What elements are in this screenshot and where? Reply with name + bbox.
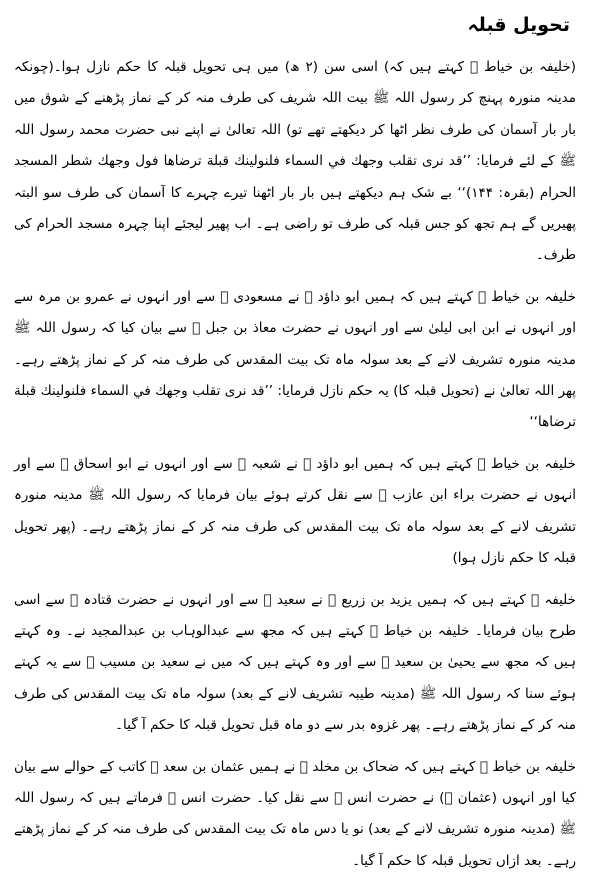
- document-page: [14, 10, 576, 887]
- paragraph-2: خلیفہ بن خیاط ﷫ کہتے ہیں کہ ہمیں ابو داؤد ﷫ نے مسعودی ﷫ سے اور انہوں نے عمرو بن مرہ سے اور انہوں نے ابن ابی لیلیٰ سے اور انہوں نے حضرت معاذ بن جبل ﷜ سے بیان کیا کہ رسول اللہ ﷺ مدینہ منورہ تشریف لانے کے بعد سولہ ماہ تک بیت المقدس کی طرف منہ کر کے نماز پڑھتے رہے۔ پھر اللہ تعالیٰ نے (تحویل قبلہ کا) یہ حکم نازل فرمایا: ’’قد نرى تقلب وجهك في السماء فلنولينك قبلة ترضاها‘‘: [14, 288, 576, 431]
- paragraph-5: خلیفہ بن خیاط ﷫ کہتے ہیں کہ ضحاک بن مخلد ﷫ نے ہمیں عثمان بن سعد ﷫ کاتب کے حوالے سے بیان کیا اور انہوں (عثمان ﷫) نے حضرت انس ﷜ سے نقل کیا۔ حضرت انس ﷜ فرماتے ہیں کہ رسول اللہ ﷺ (مدینہ منورہ تشریف لانے کے بعد) نو یا دس ماہ تک بیت المقدس کی طرف منہ کر کے نماز پڑھتے رہے۔ بعد ازاں تحویل قبلہ کا حکم آ گیا۔: [14, 758, 576, 869]
- page-title: تحویل قبلہ: [467, 14, 570, 36]
- paragraph-1: (خلیفہ بن خیاط ﷫ کہتے ہیں کہ) اسی سن (۲ ھ) میں ہی تحویل قبلہ کا حکم نازل ہوا۔(چونکہ مدینہ منورہ پہنچ کر رسول اللہ ﷺ بیت اللہ شریف کی طرف منہ کر کے نماز پڑھنے کے شوق میں بار بار آسمان کی طرف نظر اٹھا کر دیکھتے تھے تو) اللہ تعالیٰ نے اپنے نبی حضرت محمد رسول اللہ ﷺ کے لئے فرمایا: ’’قد نرى تقلب وجهك في السماء فلنولينك قبلة ترضاها فول وجهك شطر المسجد الحرام (بقرہ: ۱۴۴)‘‘ بے شک ہم دیکھتے ہیں بار بار اٹھنا تیرے چہرے کا آسمان کی طرف سو البتہ پھیریں گے ہم تجھ کو جس قبلہ کی طرف تو راضی ہے۔ اب پھیر لیجئے اپنا چہرہ مسجد الحرام کی طرف۔: [14, 59, 577, 264]
- paragraph-4: خلیفہ ﷫ کہتے ہیں کہ ہمیں یزید بن زریع ﷫ نے سعید ﷫ سے اور انہوں نے حضرت قتادہ ﷫ سے اسی طرح بیان فرمایا۔ خلیفہ بن خیاط ﷫ کہتے ہیں کہ مجھ سے عبدالوہاب بن عبدالمجید نے۔ وہ کہتے ہیں کہ مجھ سے یحییٰ بن سعید ﷫ سے اور وہ کہتے ہیں کہ میں نے سعید بن مسیب ﷫ سے یہ کہتے ہوئے سنا کہ رسول اللہ ﷺ (مدینہ طیبہ تشریف لانے کے بعد) سولہ ماہ تک بیت المقدس کی طرف منہ کر کے نماز پڑھتے رہے۔ پھر غزوہ بدر سے دو ماہ قبل تحویل قبلہ کا حکم آ گیا۔: [14, 591, 576, 734]
- paragraph-3: خلیفہ بن خیاط ﷫ کہتے ہیں کہ ہمیں ابو داؤد ﷫ نے شعبہ ﷫ سے اور انہوں نے ابو اسحاق ﷫ سے اور انہوں نے حضرت براء ابن عازب ﷜ سے نقل کرتے ہوئے بیان فرمایا کہ رسول اللہ ﷺ مدینہ منورہ تشریف لانے کے بعد سولہ ماہ تک بیت المقدس کی طرف منہ کر کے نماز پڑھتے رہے۔ (پھر تحویل قبلہ کا حکم نازل ہوا): [14, 455, 576, 567]
